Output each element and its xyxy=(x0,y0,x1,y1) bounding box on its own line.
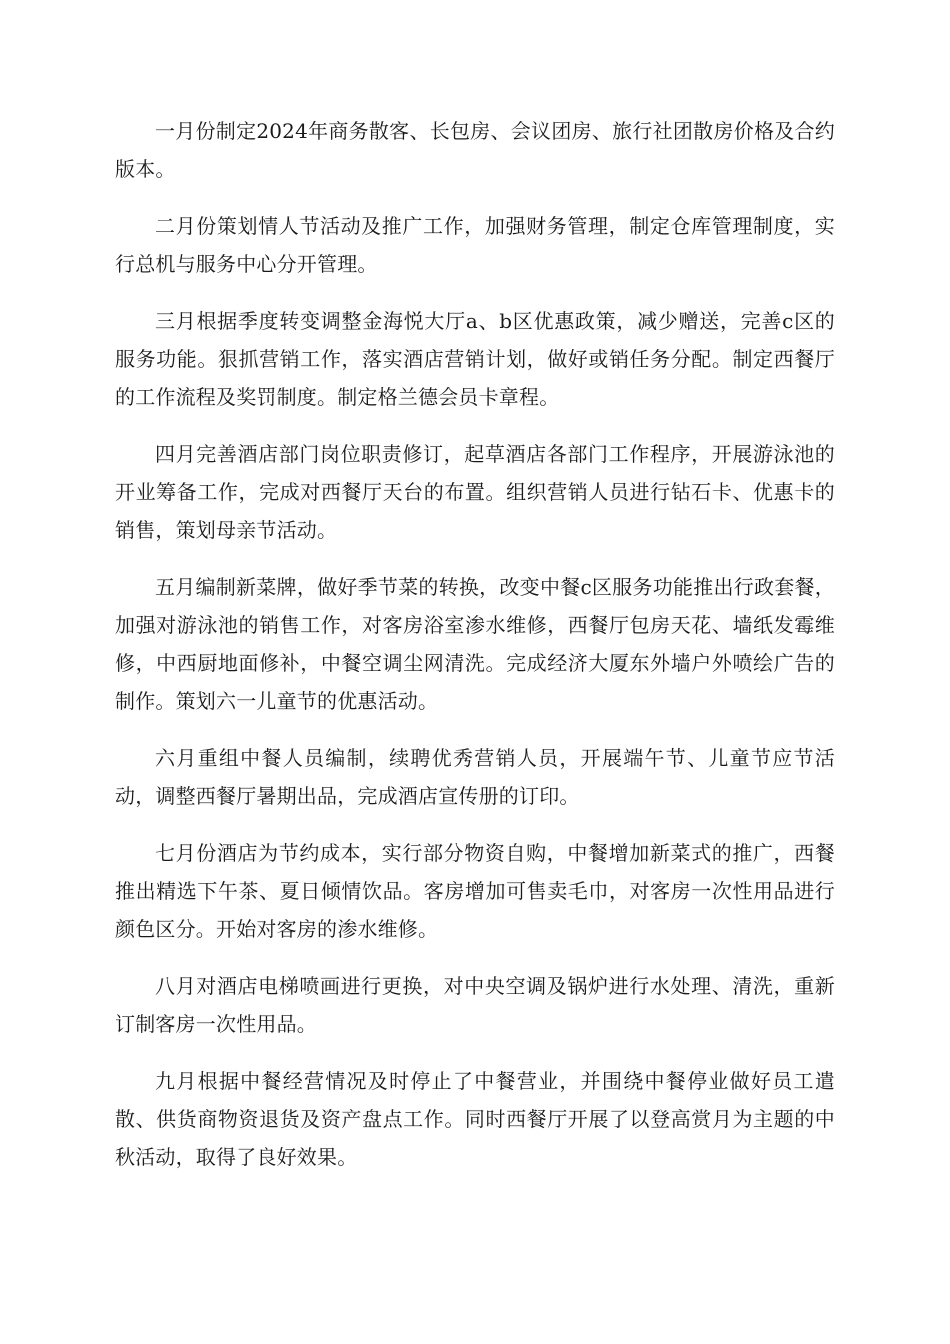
paragraph-august: 八月对酒店电梯喷画进行更换，对中央空调及锅炉进行水处理、清洗，重新订制客房一次性用品。 xyxy=(115,974,835,1036)
paragraph-january: 一月份制定2024年商务散客、长包房、会议团房、旅行社团散房价格及合约版本。 xyxy=(115,119,835,181)
paragraph-march: 三月根据季度转变调整金海悦大厅a、b区优惠政策，减少赠送，完善c区的服务功能。狠抓营销工作，落实酒店营销计划，做好或销任务分配。制定西餐厅的工作流程及奖罚制度。制定格兰德会员卡章程。 xyxy=(115,309,835,409)
paragraph-july: 七月份酒店为节约成本，实行部分物资自购，中餐增加新菜式的推广，西餐推出精选下午茶、夏日倾情饮品。客房增加可售卖毛巾，对客房一次性用品进行颜色区分。开始对客房的渗水维修。 xyxy=(115,841,835,941)
paragraph-april: 四月完善酒店部门岗位职责修订，起草酒店各部门工作程序，开展游泳池的开业筹备工作，完成对西餐厅天台的布置。组织营销人员进行钻石卡、优惠卡的销售，策划母亲节活动。 xyxy=(115,442,835,542)
paragraph-february: 二月份策划情人节活动及推广工作，加强财务管理，制定仓库管理制度，实行总机与服务中心分开管理。 xyxy=(115,214,835,276)
document-body xyxy=(115,112,835,1195)
paragraph-june: 六月重组中餐人员编制，续聘优秀营销人员，开展端午节、儿童节应节活动，调整西餐厅暑期出品，完成酒店宣传册的订印。 xyxy=(115,746,835,808)
paragraph-september: 九月根据中餐经营情况及时停止了中餐营业，并围绕中餐停业做好员工遣散、供货商物资退货及资产盘点工作。同时西餐厅开展了以登高赏月为主题的中秋活动，取得了良好效果。 xyxy=(115,1069,835,1169)
paragraph-may: 五月编制新菜牌，做好季节菜的转换，改变中餐c区服务功能推出行政套餐，加强对游泳池的销售工作，对客房浴室渗水维修，西餐厅包房天花、墙纸发霉维修，中西厨地面修补，中餐空调尘网清洗。完成经济大厦东外墙户外喷绘广告的制作。策划六一儿童节的优惠活动。 xyxy=(115,575,835,713)
